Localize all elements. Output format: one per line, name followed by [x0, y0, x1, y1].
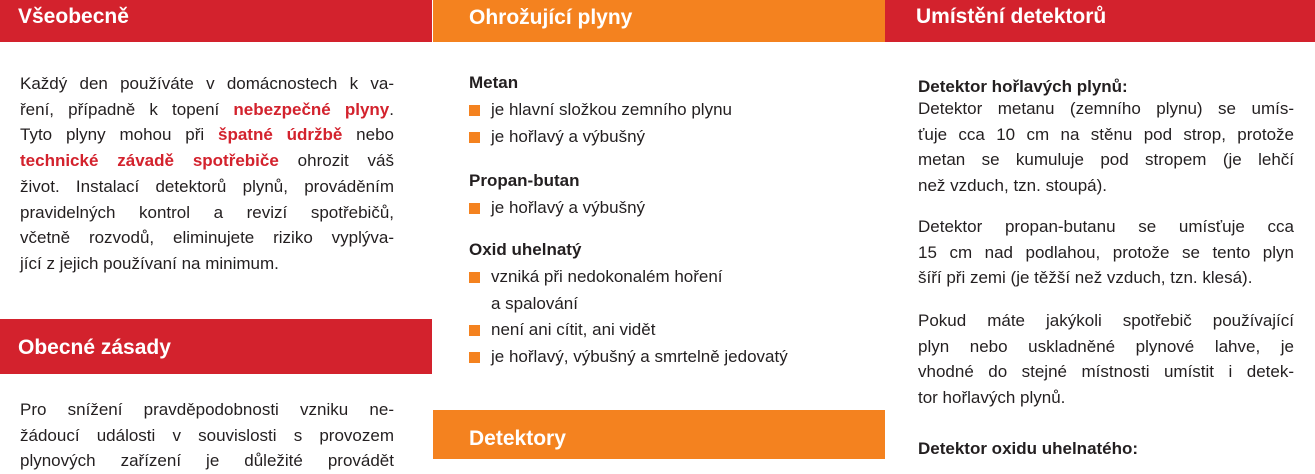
highlight-dangerous-gases: nebezpečné plyny — [233, 99, 390, 119]
text-line: 15 cm nad podlahou, protože se tento plyn — [918, 242, 1294, 262]
text-line: ťuje cca 10 cm na stěnu pod strop, protože — [918, 124, 1294, 144]
text-line: Pro snížení pravděpodobnosti vzniku ne- — [20, 400, 394, 419]
gas-name-propane-butane: Propan-butan — [469, 171, 580, 190]
list-item — [469, 195, 645, 222]
list-item-text: není ani cítit, ani vidět — [491, 320, 656, 340]
highlight-technical-fault: technické závadě spotřebiče — [20, 151, 279, 171]
text-line — [20, 97, 394, 123]
carbon-monoxide-list — [469, 264, 788, 371]
text-fragment: nebo — [342, 125, 395, 145]
orange-square-bullet-icon — [469, 105, 480, 116]
rules-paragraph — [20, 397, 394, 474]
text-fragment: Tyto plyny mohou při — [20, 125, 218, 145]
column-threatening-gases — [433, 0, 885, 459]
propane-butane-list — [469, 195, 645, 222]
orange-square-bullet-icon — [469, 272, 480, 283]
text-line: Detektor metanu (zemního plynu) se umís- — [918, 99, 1294, 118]
text-line: vhodné do stejné místnosti umístit i detek- — [918, 362, 1294, 382]
text-line: tor hořlavých plynů. — [918, 388, 1066, 408]
propane-butane-placement-paragraph — [918, 214, 1294, 291]
text-fragment: ohrozit váš — [278, 151, 394, 171]
list-item — [469, 291, 788, 318]
text-line: plynových zařízení je důležité provádět — [20, 451, 394, 471]
subheading-co-detector: Detektor oxidu uhelnatého: — [918, 439, 1139, 458]
heading-detector-placement: Umístění detektorů — [885, 0, 1315, 42]
text-line: Detektor propan-butanu se umísťuje cca — [918, 217, 1294, 236]
text-line: než vzduch, tzn. stoupá). — [918, 176, 1107, 196]
appliance-placement-paragraph — [918, 308, 1294, 411]
text-fragment: . — [389, 99, 394, 119]
heading-general: Všeobecně — [0, 0, 432, 42]
heading-general-rules: Obecné zásady — [0, 319, 432, 374]
orange-square-bullet-icon — [469, 132, 480, 143]
heading-threatening-gases: Ohrožující plyny — [433, 0, 885, 42]
list-item — [469, 317, 788, 344]
methane-list — [469, 97, 732, 150]
list-item-text: je hořlavý a výbušný — [491, 198, 646, 217]
text-line: plyn nebo uskladněné plynové lahve, je — [918, 336, 1294, 356]
text-line: jící z jejich používaní na minimum. — [20, 253, 279, 273]
gas-name-carbon-monoxide: Oxid uhelnatý — [469, 240, 582, 259]
column-general — [0, 0, 432, 471]
heading-detectors: Detektory — [433, 410, 885, 459]
text-line: metan se kumuluje pod stropem (je lehčí — [918, 150, 1294, 170]
orange-square-bullet-icon — [469, 352, 480, 363]
gas-name-methane: Metan — [469, 73, 519, 92]
list-item — [469, 264, 788, 291]
list-item-text: vzniká při nedokonalém hoření — [491, 267, 723, 286]
text-line: život. Instalací detektorů plynů, prováděním — [20, 176, 394, 196]
text-line: pravidelných kontrol a revizí spotřebičů, — [20, 202, 394, 222]
methane-placement-paragraph — [918, 96, 1294, 199]
text-line: šíří při zemi (je těžší než vzduch, tzn. klesá). — [918, 268, 1253, 288]
text-line: Pokud máte jakýkoli spotřebič používající — [918, 311, 1294, 330]
text-line: žádoucí události v souvislosti s provozem — [20, 425, 394, 445]
intro-paragraph — [20, 71, 394, 277]
subheading-flammable-gas-detector: Detektor hořlavých plynů: — [918, 77, 1128, 96]
text-line — [20, 148, 394, 174]
list-item — [469, 124, 732, 151]
list-item-text: a spalování — [491, 293, 578, 313]
list-item-text: je hořlavý, výbušný a smrtelně jedovatý — [491, 347, 788, 367]
column-detector-placement — [885, 0, 1315, 459]
highlight-poor-maintenance: špatné údržbě — [218, 125, 343, 145]
text-fragment: ření, případně k topení — [20, 99, 234, 119]
list-item — [469, 97, 732, 124]
text-line: Každý den používáte v domácnostech k va- — [20, 74, 394, 93]
text-line: včetně rozvodů, eliminujete riziko vyplýva- — [20, 228, 394, 248]
orange-square-bullet-icon — [469, 203, 480, 214]
list-item-text: je hořlavý a výbušný — [491, 126, 646, 146]
list-item — [469, 344, 788, 371]
orange-square-bullet-icon — [469, 325, 480, 336]
list-item-text: je hlavní složkou zemního plynu — [491, 100, 732, 119]
text-line — [20, 122, 394, 148]
